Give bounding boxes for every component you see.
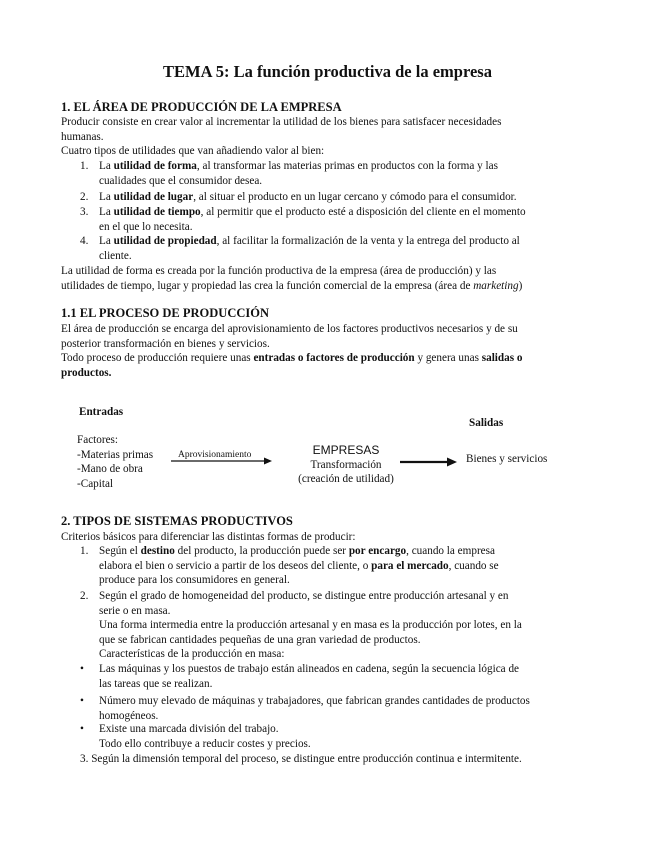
diagram-factor-capital: -Capital bbox=[77, 478, 114, 490]
list-item: La utilidad de propiedad, al facilitar la formalización de la venta y la entrega del producto al cliente. bbox=[99, 235, 520, 262]
list-number: 4. bbox=[80, 235, 89, 247]
list-item: La utilidad de forma, al transformar las materias primas en productos con la forma y las cualidades que el consumidor desea. bbox=[99, 160, 498, 187]
section-1-intro: Producir consiste en crear valor al incrementar la utilidad de los bienes para satisfacer necesidades humanas. bbox=[61, 116, 502, 143]
list-item: Según el grado de homogeneidad del producto, se distingue entre producción artesanal y en serie o en masa. Una forma intermedia entre la producción artesanal y en masa es la producción por lotes, en la que se fabrican cantidades pequeñas de una gran variedad de productos. Características de la producción en masa: bbox=[99, 590, 522, 661]
list-item-3: 3. Según la dimensión temporal del proceso, se distingue entre producción continua e intermitente. bbox=[80, 753, 522, 765]
diagram-factor-raw-materials: -Materias primas bbox=[77, 449, 154, 461]
diagram-company-label: EMPRESAS bbox=[312, 443, 380, 457]
list-number: 1. bbox=[80, 545, 89, 557]
bullet-marker: • bbox=[80, 723, 84, 735]
bullet-marker: • bbox=[80, 663, 84, 675]
section-1-closing: La utilidad de forma es creada por la función productiva de la empresa (área de producción) y las utilidades de tiempo, lugar y propiedad las crea la función comercial de la empresa (área de marketing) bbox=[61, 265, 523, 292]
list-number: 3. bbox=[80, 206, 89, 218]
section-1-1-paragraph: El área de producción se encarga del aprovisionamiento de los factores productivos necesarios y de su posterior transformación en bienes y servicios. bbox=[61, 323, 518, 350]
bullet-item: Número muy elevado de máquinas y trabajadores, que fabrican grandes cantidades de productos homogéneos. bbox=[99, 695, 530, 722]
diagram-outputs-label: Salidas bbox=[469, 417, 504, 429]
section-1-1-paragraph-2: Todo proceso de producción requiere unas entradas o factores de producción y genera unas salidas o productos. bbox=[61, 352, 523, 379]
diagram-value-creation-label: (creación de utilidad) bbox=[298, 473, 394, 485]
list-number: 1. bbox=[80, 160, 89, 172]
bullet-item: Las máquinas y los puestos de trabajo están alineados en cadena, según la secuencia lógica de las tareas que se realizan. bbox=[99, 663, 520, 690]
list-item: La utilidad de tiempo, al permitir que el producto esté a disposición del cliente en el momento en el que lo necesita. bbox=[99, 206, 526, 233]
diagram-inputs-label: Entradas bbox=[79, 406, 124, 418]
output-arrow-head bbox=[447, 458, 457, 467]
bullet-marker: • bbox=[80, 695, 84, 707]
list-item: Según el destino del producto, la producción puede ser por encargo, cuando la empresa elabora el bien o servicio a partir de los deseos del cliente, o para el mercado, cuando se produce para los consumidores en general. bbox=[99, 545, 499, 587]
list-number: 2. bbox=[80, 191, 89, 203]
diagram-procurement-label: Aprovisionamiento bbox=[178, 450, 252, 460]
diagram-goods-services: Bienes y servicios bbox=[466, 453, 548, 465]
list-item: La utilidad de lugar, al situar el producto en un lugar cercano y cómodo para el consumidor. bbox=[99, 191, 517, 203]
section-2-heading: 2. TIPOS DE SISTEMAS PRODUCTIVOS bbox=[61, 514, 293, 528]
procurement-arrow-head bbox=[264, 458, 272, 465]
section-2-intro: Criterios básicos para diferenciar las distintas formas de producir: bbox=[61, 531, 356, 543]
diagram-factors-label: Factores: bbox=[77, 434, 119, 446]
section-1-1-heading: 1.1 EL PROCESO DE PRODUCCIÓN bbox=[61, 306, 270, 320]
bullet-item: Existe una marcada división del trabajo. Todo ello contribuye a reducir costes y precios. bbox=[99, 723, 311, 750]
list-number: 2. bbox=[80, 590, 89, 602]
diagram-factor-labor: -Mano de obra bbox=[77, 463, 143, 475]
diagram-transformation-label: Transformación bbox=[310, 459, 382, 471]
section-1-heading: 1. EL ÁREA DE PRODUCCIÓN DE LA EMPRESA bbox=[61, 100, 342, 114]
utilities-intro: Cuatro tipos de utilidades que van añadiendo valor al bien: bbox=[61, 145, 325, 157]
document-title: TEMA 5: La función productiva de la empresa bbox=[163, 62, 492, 81]
